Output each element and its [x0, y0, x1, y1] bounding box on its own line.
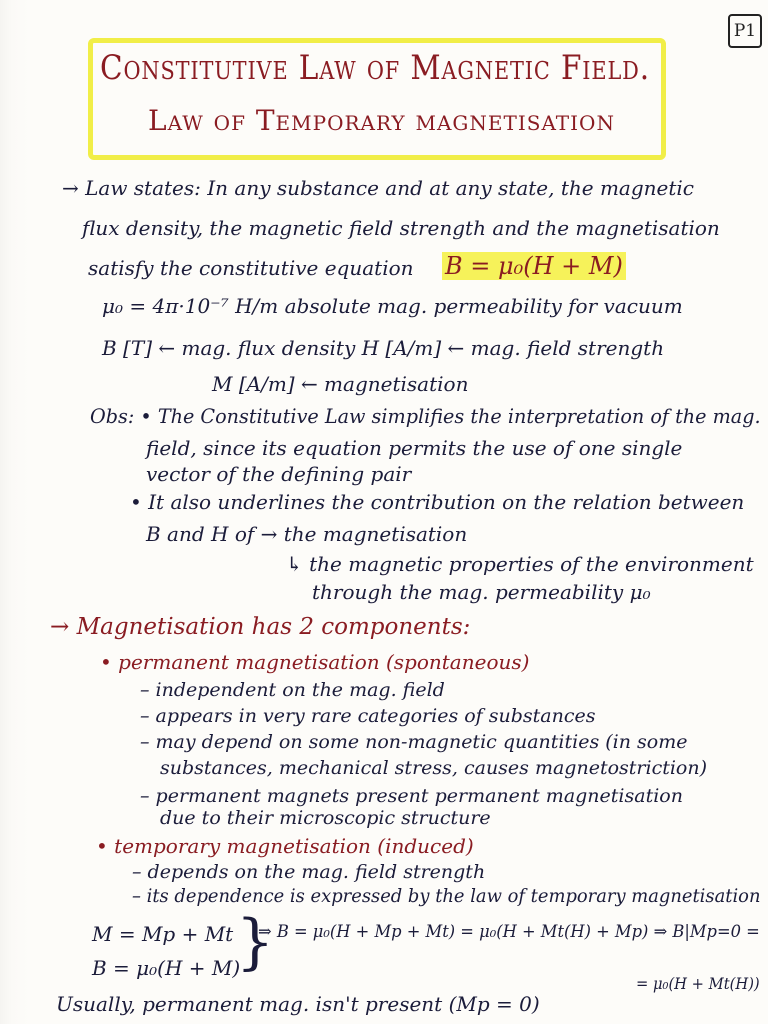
perm-item-4: substances, mechanical stress, causes magnetostriction) [160, 757, 708, 779]
constitutive-equation [442, 254, 626, 278]
law-line-1: → Law states: In any substance and at any state, the magnetic [62, 176, 695, 200]
perm-item-5: – permanent magnets present permanent magnetisation [140, 785, 683, 807]
temp-item-1: – depends on the mag. field strength [132, 861, 486, 883]
title-line-2: Law of Temporary magnetisation [148, 104, 615, 137]
obs-line-3: vector of the defining pair [146, 462, 412, 486]
constitutive-equation-text: B = μ₀(H + M) [442, 252, 626, 280]
obs-line-7: through the mag. permeability μ₀ [312, 580, 651, 604]
law-line-3: satisfy the constitutive equation [88, 256, 414, 280]
law-line-2: flux density, the magnetic field strength and the magnetisation [82, 216, 720, 240]
brace-symbol: } [236, 907, 275, 977]
mu0-definition: μ₀ = 4π·10⁻⁷ H/m absolute mag. permeability for vacuum [102, 294, 683, 318]
equation-result: = μ₀(H + Mt(H)) [636, 974, 760, 993]
m-definition: M [A/m] ← magnetisation [212, 372, 469, 396]
b-h-definition: B [T] ← mag. flux density H [A/m] ← mag. field strength [102, 336, 665, 360]
magnetisation-heading: → Magnetisation has 2 components: [50, 614, 471, 640]
equation-m-sum: M = Mp + Mt [92, 922, 234, 946]
perm-item-1: – independent on the mag. field [140, 679, 445, 701]
equation-b-expansion: ⇒ B = μ₀(H + Mp + Mt) = μ₀(H + Mt(H) + Mp) ⇒ B|Mp=0 = [258, 922, 760, 942]
usually-note: Usually, permanent mag. isn't present (Mp = 0) [56, 992, 540, 1016]
obs-line-1: Obs: • The Constitutive Law simplifies the interpretation of the mag. [90, 404, 761, 428]
perm-item-2: – appears in very rare categories of substances [140, 705, 596, 727]
temp-item-2: – its dependence is expressed by the law of temporary magnetisation [132, 885, 761, 907]
permanent-magnetisation-bullet: • permanent magnetisation (spontaneous) [100, 650, 530, 674]
temporary-magnetisation-bullet: • temporary magnetisation (induced) [96, 834, 474, 858]
obs-line-4: • It also underlines the contribution on the relation between [130, 490, 745, 514]
obs-line-6: ↳ the magnetic properties of the environment [286, 552, 754, 576]
obs-line-5: B and H of → the magnetisation [146, 522, 468, 546]
obs-line-2: field, since its equation permits the use of one single [146, 436, 683, 460]
perm-item-3: – may depend on some non-magnetic quantities (in some [140, 731, 688, 753]
title-line-1: Constitutive Law of Magnetic Field. [100, 48, 650, 88]
perm-item-6: due to their microscopic structure [160, 807, 491, 829]
page-label: P1 [728, 14, 762, 48]
equation-b-definition: B = μ₀(H + M) [92, 956, 241, 980]
